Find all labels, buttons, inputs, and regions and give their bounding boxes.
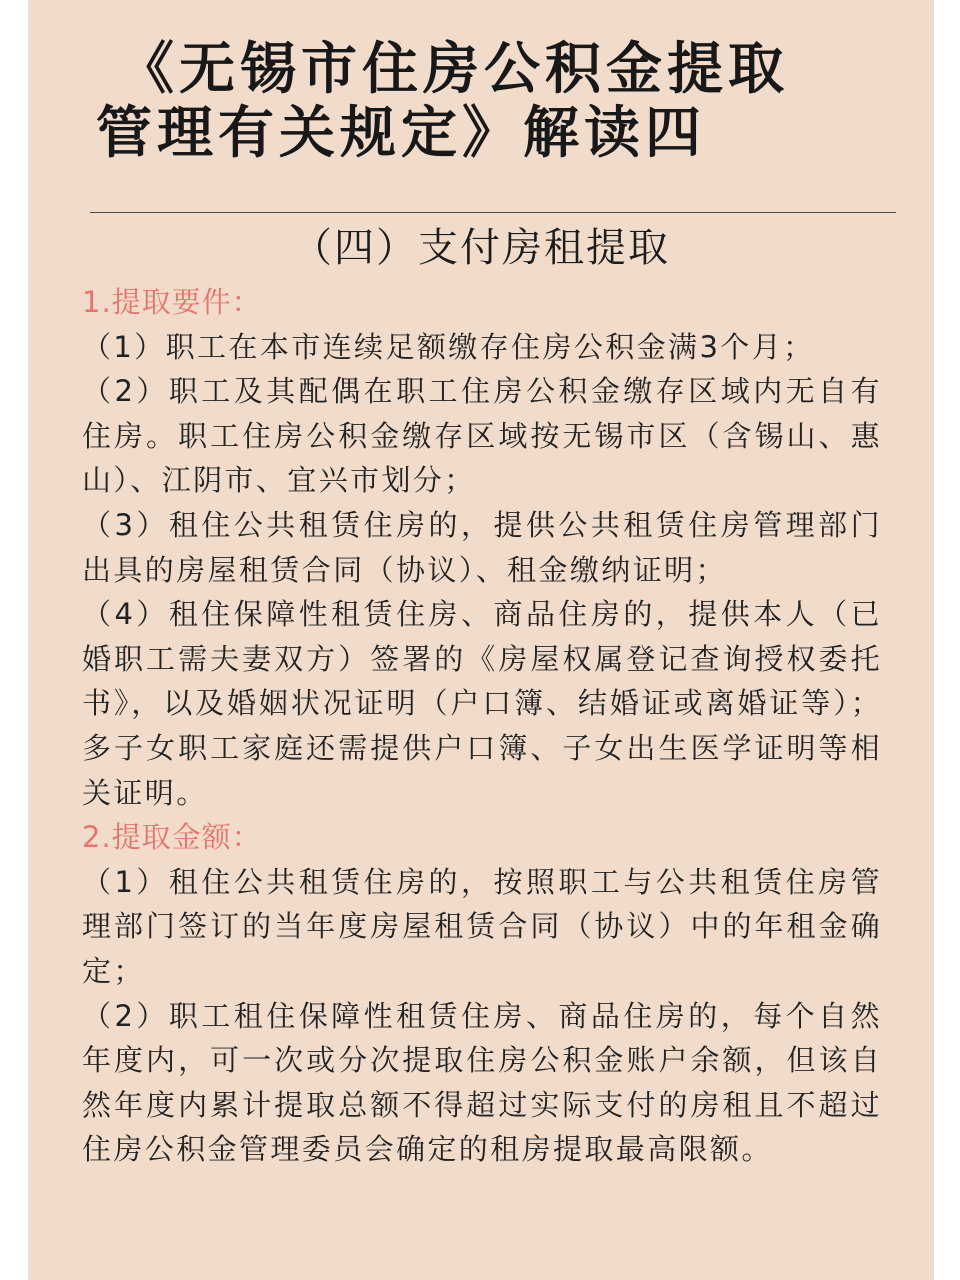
amount-item: （1）租住公共租赁住房的，按照职工与公共租赁住房管理部门签订的当年度房屋租赁合同（协议）中的年租金确定； [82,864,882,988]
title-line-1: 《无锡市住房公积金提取 [118,37,789,102]
title-line-2: 管理有关规定》解读四 [96,101,706,166]
document-title [28,38,934,166]
amount-item: （2）职工租住保障性租赁住房、商品住房的，每个自然年度内，可一次或分次提取住房公积金账户余额，但该自然年度内累计提取总额不得超过实际支付的房租且不超过住房公积金管理委员会确定的租房提取最高限额。 [82,998,882,1167]
document-page [28,0,934,1280]
section-heading-amount: 2.提取金额： [82,820,262,855]
requirement-item: （2）职工及其配偶在职工住房公积金缴存区域内无自有住房。职工住房公积金缴存区域按无锡市区（含锡山、惠山）、江阴市、宜兴市划分； [82,374,882,498]
section-subtitle: （四）支付房租提取 [292,225,670,271]
requirement-item: （4）租住保障性租赁住房、商品住房的，提供本人（已婚职工需夫妻双方）签署的《房屋权属登记查询授权委托书》，以及婚姻状况证明（户口簿、结婚证或离婚证等）；多子女职工家庭还需提供户口簿、子女出生医学证明等相关证明。 [82,597,882,810]
document-body [82,280,882,1172]
requirement-item: （3）租住公共租赁住房的，提供公共租赁住房管理部门出具的房屋租赁合同（协议）、租金缴纳证明； [82,507,882,587]
requirement-item: （1）职工在本市连续足额缴存住房公积金满3个月； [82,329,815,364]
title-divider [90,212,896,213]
section-heading-requirements: 1.提取要件： [82,285,262,319]
